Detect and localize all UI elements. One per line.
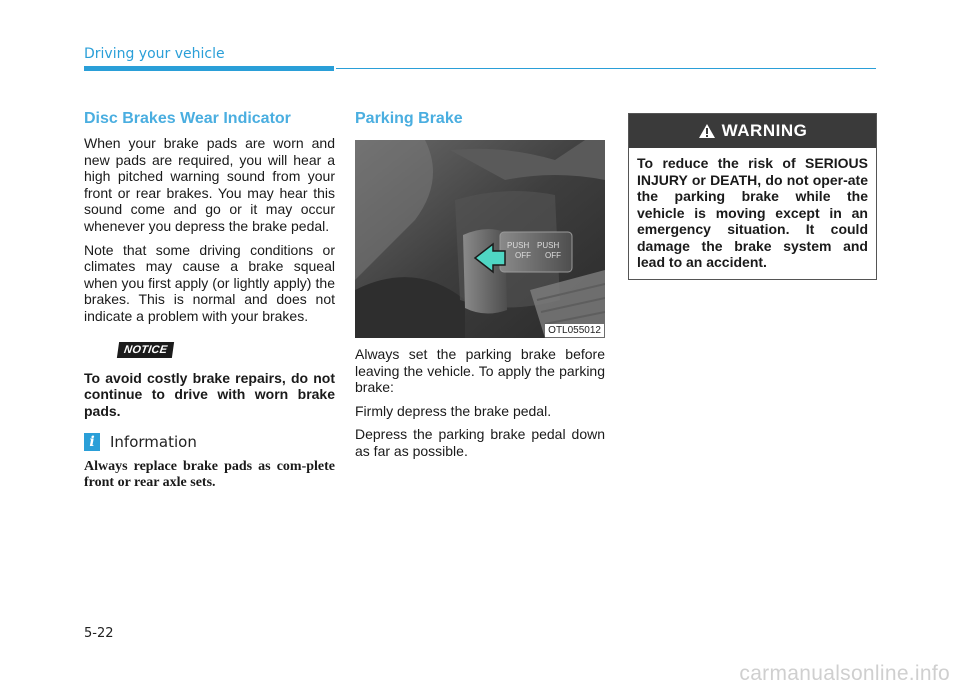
information-text: Always replace brake pads as com-plete front or rear axle sets.: [84, 459, 335, 491]
left-column: [84, 110, 335, 491]
information-header: [84, 433, 335, 451]
watermark: carmanualsonline.info: [739, 662, 950, 685]
warning-text: To reduce the risk of SERIOUS INJURY or DEATH, do not oper-ate the parking brake while the vehicle is moving except in an emergency situation. It could damage the brake system and lead to an accident.: [637, 155, 868, 270]
parking-brake-paragraph-1: Always set the parking brake before leaving the vehicle. To apply the parking brake:: [355, 346, 605, 396]
disc-brakes-paragraph-1: When your brake pads are worn and new pads are required, you will hear a high pitched warning sound from your front or rear brakes. You may hear this sound come and go or it may occur whenever you depress the brake pedal.: [84, 135, 335, 234]
notice-badge: NOTICE: [117, 342, 175, 358]
right-column: [628, 113, 877, 280]
pedal-label-off: OFF: [515, 251, 531, 260]
parking-brake-paragraph-2: Firmly depress the brake pedal.: [355, 402, 552, 419]
page-number: 5-22: [84, 626, 114, 641]
warning-box: [628, 113, 877, 280]
middle-column: [355, 110, 605, 467]
disc-brakes-paragraph-2: Note that some driving conditions or climates may cause a brake squeal when you first apply (or lightly apply) the brakes. This is normal and does not indicate a problem with your brakes.: [84, 241, 335, 324]
parking-brake-paragraph-3: Depress the parking brake pedal down as far as possible.: [355, 426, 605, 459]
parking-brake-photo: [355, 140, 605, 338]
header-rule-thin: [336, 68, 876, 69]
information-title: Information: [110, 433, 197, 452]
section-title: Driving your vehicle: [84, 46, 225, 62]
warning-triangle-icon: [698, 123, 716, 139]
image-code-label: OTL055012: [545, 324, 604, 337]
parking-brake-heading: Parking Brake: [355, 110, 463, 127]
pedal-label-push: PUSH: [507, 241, 530, 250]
warning-title: WARNING: [721, 121, 808, 140]
header-rule-thick: [84, 66, 334, 71]
warning-header: [629, 114, 876, 148]
disc-brakes-heading: Disc Brakes Wear Indicator: [84, 110, 291, 127]
parking-brake-illustration: [355, 140, 605, 338]
info-icon: i: [84, 433, 100, 451]
pedal-label-push-2: PUSH: [537, 241, 560, 250]
pedal-label-off-2: OFF: [545, 251, 561, 260]
notice-text: To avoid costly brake repairs, do not continue to drive with worn brake pads.: [84, 369, 335, 419]
